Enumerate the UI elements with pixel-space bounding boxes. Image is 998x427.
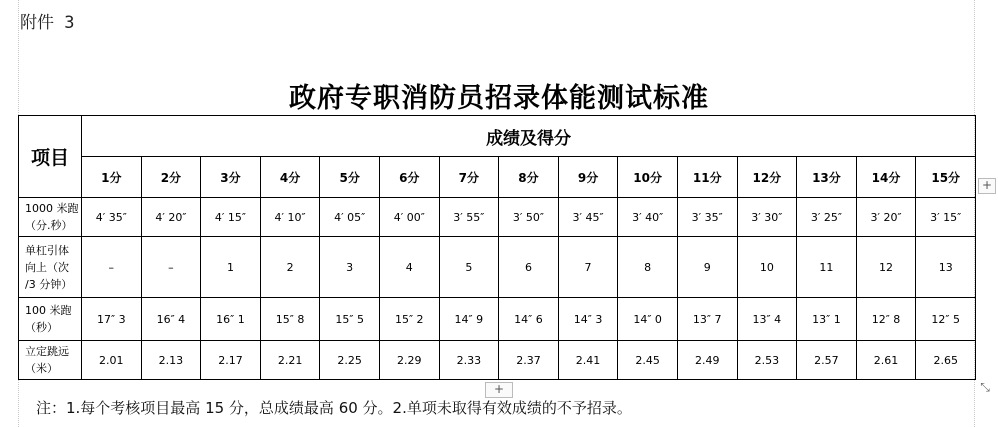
table-cell: 2: [260, 237, 320, 298]
table-cell: 3: [320, 237, 380, 298]
score-header-cell: 11分: [677, 157, 737, 198]
row-label-line: 1000 米跑: [25, 202, 79, 215]
table-cell: 15″ 8: [260, 298, 320, 341]
table-cell: 3′ 40″: [618, 198, 678, 237]
item-header: 项目: [19, 116, 82, 198]
score-group-header: 成绩及得分: [82, 116, 976, 157]
table-cell: 13″ 4: [737, 298, 797, 341]
table-cell: 17″ 3: [82, 298, 142, 341]
score-header-cell: 14分: [856, 157, 916, 198]
table-cell: 1: [201, 237, 261, 298]
table-cell: 2.65: [916, 341, 976, 380]
row-label: [19, 237, 82, 298]
table-cell: 4′ 20″: [141, 198, 201, 237]
table-cell: 2.37: [499, 341, 559, 380]
table-cell: 12: [856, 237, 916, 298]
row-label-line: （秒）: [25, 321, 58, 334]
table-row: [19, 237, 976, 298]
table-cell: 3′ 55″: [439, 198, 499, 237]
row-label: [19, 341, 82, 380]
table-cell: 4′ 10″: [260, 198, 320, 237]
table-cell: 2.41: [558, 341, 618, 380]
table-cell: 4′ 00″: [379, 198, 439, 237]
table-cell: 10: [737, 237, 797, 298]
row-label: [19, 198, 82, 237]
table-cell: 3′ 50″: [499, 198, 559, 237]
table-cell: 15″ 2: [379, 298, 439, 341]
table-cell: 15″ 5: [320, 298, 380, 341]
score-header-row: [19, 157, 976, 198]
table-cell: 3′ 15″: [916, 198, 976, 237]
row-label-line: 单杠引体: [25, 243, 69, 257]
table-cell: 8: [618, 237, 678, 298]
score-header-cell: 15分: [916, 157, 976, 198]
fitness-standard-table: [18, 115, 976, 380]
table-cell: 3′ 45″: [558, 198, 618, 237]
table-cell: –: [82, 237, 142, 298]
score-header-cell: 4分: [260, 157, 320, 198]
table-cell: 12″ 8: [856, 298, 916, 341]
table-cell: 4′ 35″: [82, 198, 142, 237]
table-cell: 13″ 1: [797, 298, 857, 341]
table-cell: 2.57: [797, 341, 857, 380]
table-cell: 16″ 4: [141, 298, 201, 341]
table-row: [19, 198, 976, 237]
score-header-cell: 8分: [499, 157, 559, 198]
score-header-cell: 1分: [82, 157, 142, 198]
row-label-line: 向上（次: [25, 260, 69, 274]
row-label-line: /3 分钟）: [25, 277, 73, 291]
table-cell: 3′ 25″: [797, 198, 857, 237]
table-cell: 2.49: [677, 341, 737, 380]
row-label-line: 立定跳远: [25, 345, 69, 358]
row-label-line: （分.秒）: [25, 219, 73, 232]
score-header-cell: 13分: [797, 157, 857, 198]
table-cell: 14″ 6: [499, 298, 559, 341]
table-cell: 14″ 0: [618, 298, 678, 341]
table-cell: 4′ 05″: [320, 198, 380, 237]
table-cell: 2.17: [201, 341, 261, 380]
table-cell: 6: [499, 237, 559, 298]
table-cell: 13″ 7: [677, 298, 737, 341]
table-cell: 14″ 3: [558, 298, 618, 341]
row-label: [19, 298, 82, 341]
table-cell: 7: [558, 237, 618, 298]
score-header-cell: 9分: [558, 157, 618, 198]
row-label-line: 100 米跑: [25, 304, 72, 317]
table-cell: 11: [797, 237, 857, 298]
footnote: 注：1.每个考核项目最高 15 分，总成绩最高 60 分。2.单项未取得有效成绩的不予招录。: [36, 399, 632, 417]
score-header-cell: 3分: [201, 157, 261, 198]
table-cell: 2.33: [439, 341, 499, 380]
add-row-button[interactable]: +: [485, 382, 513, 398]
table-cell: 3′ 35″: [677, 198, 737, 237]
score-header-cell: 7分: [439, 157, 499, 198]
table-cell: 2.13: [141, 341, 201, 380]
table-cell: 3′ 20″: [856, 198, 916, 237]
table-cell: 16″ 1: [201, 298, 261, 341]
table-cell: –: [141, 237, 201, 298]
table-cell: 12″ 5: [916, 298, 976, 341]
table-cell: 9: [677, 237, 737, 298]
row-label-line: （米）: [25, 362, 58, 375]
table-cell: 2.45: [618, 341, 678, 380]
table-cell: 2.21: [260, 341, 320, 380]
table-cell: 2.61: [856, 341, 916, 380]
table-cell: 2.29: [379, 341, 439, 380]
table-cell: 13: [916, 237, 976, 298]
table-cell: 2.01: [82, 341, 142, 380]
table-cell: 2.25: [320, 341, 380, 380]
table-cell: 3′ 30″: [737, 198, 797, 237]
score-header-cell: 10分: [618, 157, 678, 198]
table-row: [19, 341, 976, 380]
table-cell: 2.53: [737, 341, 797, 380]
table-row: [19, 298, 976, 341]
score-header-cell: 12分: [737, 157, 797, 198]
table-cell: 5: [439, 237, 499, 298]
table-cell: 4′ 15″: [201, 198, 261, 237]
document-title: 政府专职消防员招录体能测试标准: [289, 83, 709, 114]
table-resize-handle-icon[interactable]: ⤡: [980, 380, 990, 394]
table-cell: 14″ 9: [439, 298, 499, 341]
add-column-button[interactable]: +: [978, 178, 996, 194]
score-header-cell: 6分: [379, 157, 439, 198]
score-header-cell: 5分: [320, 157, 380, 198]
table-cell: 4: [379, 237, 439, 298]
score-header-cell: 2分: [141, 157, 201, 198]
attachment-label: 附件 3: [20, 13, 75, 33]
